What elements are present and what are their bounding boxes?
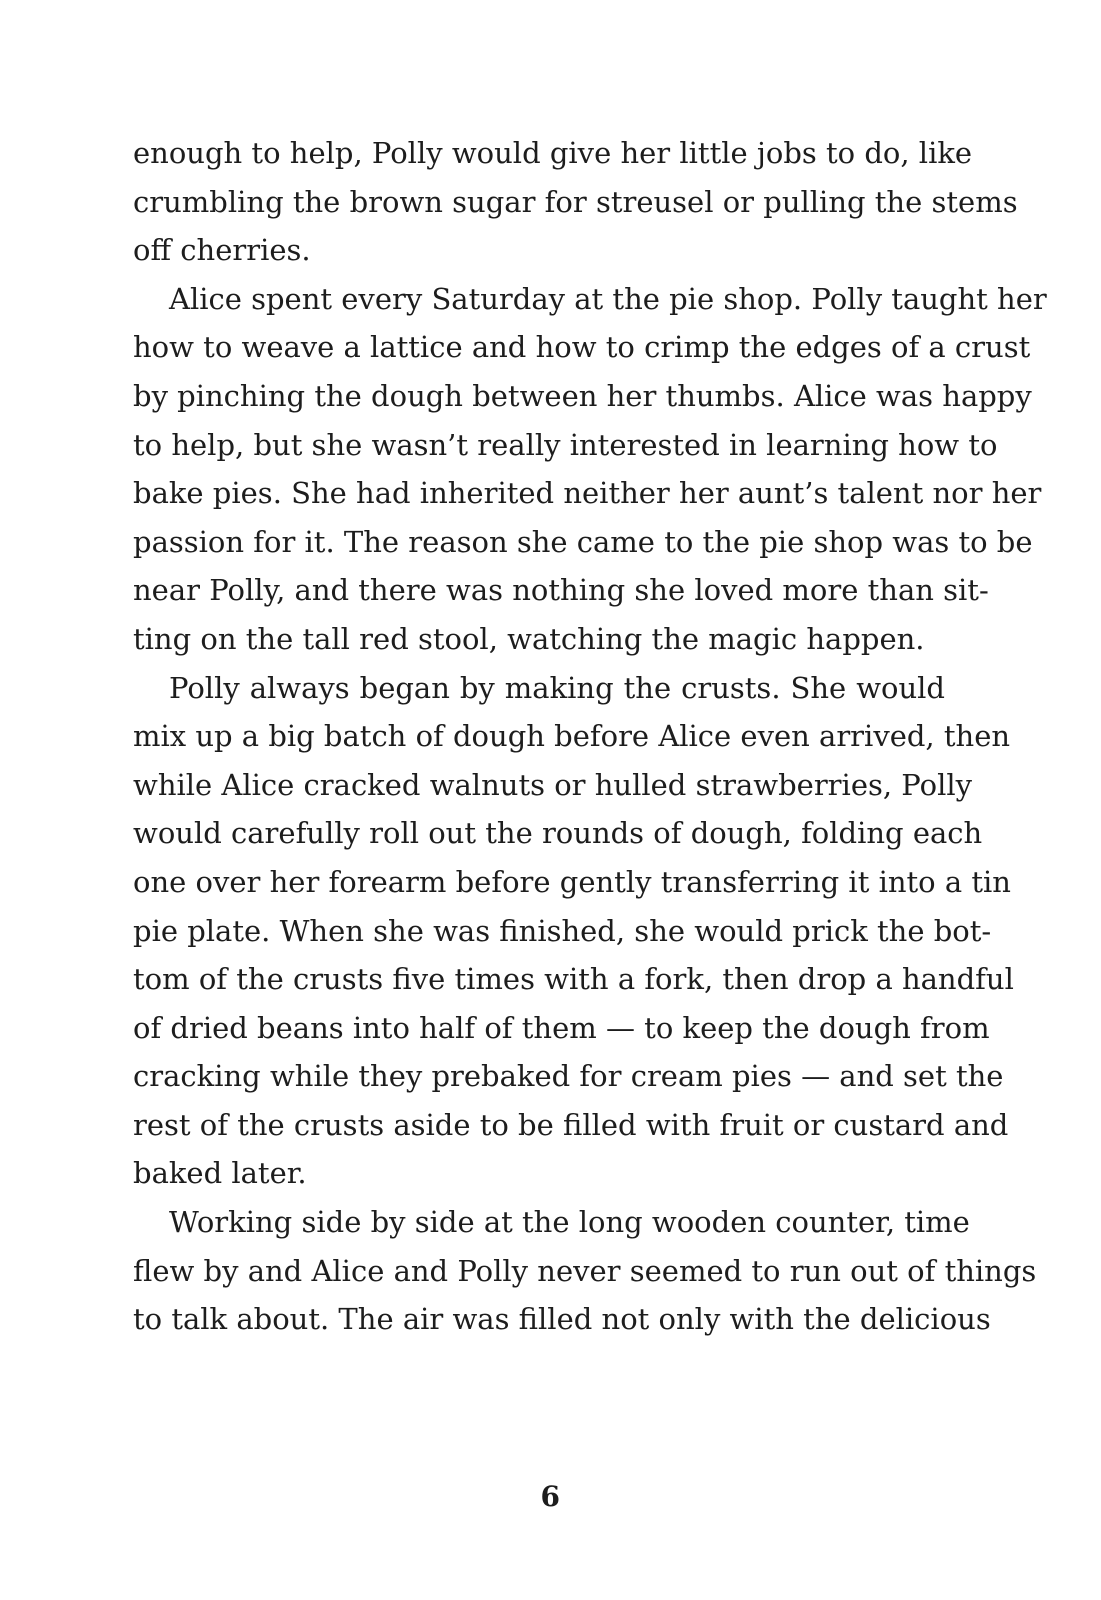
text-line: by pinching the dough between her thumbs. Alice was happy xyxy=(133,378,1032,413)
text-line: enough to help, Polly would give her little jobs to do, like xyxy=(133,136,973,170)
text-line: one over her forearm before gently transferring it into a tin xyxy=(133,864,1011,899)
text-line: passion for it. The reason she came to the pie shop was to be xyxy=(133,524,1033,559)
text-line: cracking while they prebaked for cream pies — and set the xyxy=(133,1059,1004,1094)
text-line: crumbling the brown sugar for streusel or pulling the stems xyxy=(133,184,1018,219)
text-line: how to weave a lattice and how to crimp the edges of a crust xyxy=(133,330,1031,365)
text-line: Alice spent every Saturday at the pie shop. Polly taught her xyxy=(169,281,1047,316)
text-line: to talk about. The air was filled not only with the delicious xyxy=(133,1302,991,1337)
text-line: to help, but she wasn’t really interested in learning how to xyxy=(133,427,998,462)
text-line: Working side by side at the long wooden counter, time xyxy=(169,1205,970,1240)
text-line: flew by and Alice and Polly never seemed to run out of things xyxy=(133,1253,1037,1288)
text-line: ting on the tall red stool, watching the magic happen. xyxy=(133,621,925,656)
text-line: bake pies. She had inherited neither her aunt’s talent nor her xyxy=(133,476,1042,511)
text-line: tom of the crusts five times with a fork, then drop a handful xyxy=(133,962,1014,997)
text-line: rest of the crusts aside to be filled with fruit or custard and xyxy=(133,1107,1009,1142)
text-line: Polly always began by making the crusts. She would xyxy=(169,670,945,705)
text-line: baked later. xyxy=(133,1156,307,1191)
text-line: would carefully roll out the rounds of dough, folding each xyxy=(133,816,983,851)
text-line: mix up a big batch of dough before Alice even arrived, then xyxy=(133,719,1011,754)
text-line: near Polly, and there was nothing she loved more than sit- xyxy=(133,573,989,608)
text-line: while Alice cracked walnuts or hulled strawberries, Polly xyxy=(133,767,973,802)
text-line: pie plate. When she was finished, she would prick the bot- xyxy=(133,913,992,948)
text-line: off cherries. xyxy=(133,233,311,268)
body-text xyxy=(133,129,1047,1344)
page-number: 6 xyxy=(540,1480,561,1513)
text-line: of dried beans into half of them — to keep the dough from xyxy=(133,1010,990,1045)
